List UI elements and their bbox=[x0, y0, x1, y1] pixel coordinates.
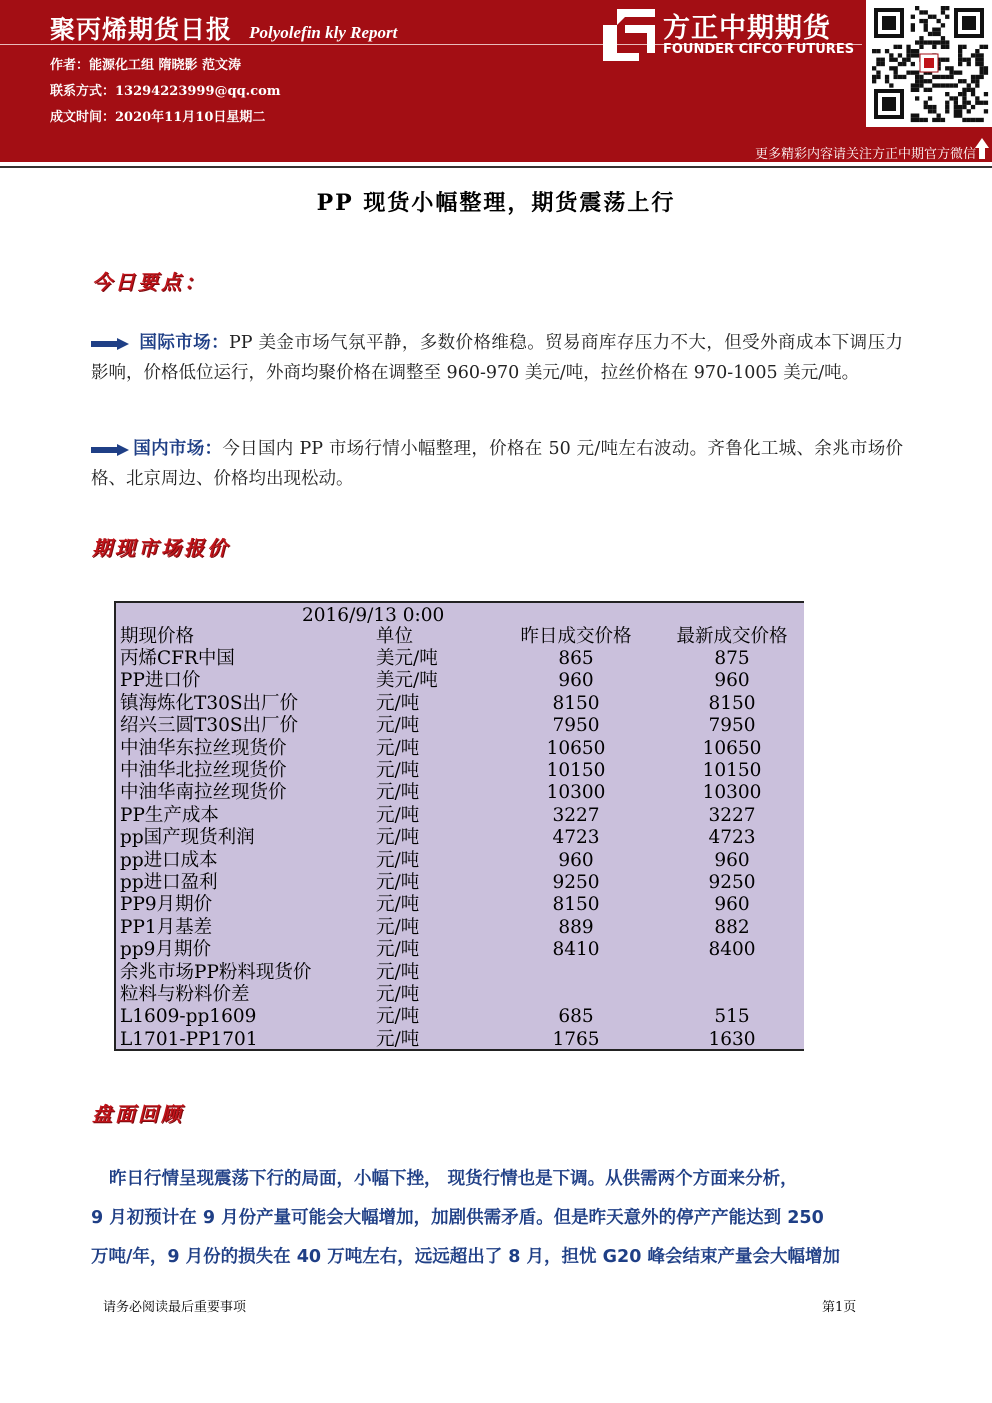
section-heading-key-points: 今日要点： bbox=[92, 270, 207, 294]
table-row bbox=[116, 760, 804, 782]
table-cell: 8410 bbox=[552, 939, 600, 961]
table-header-cell: 昨日成交价格 bbox=[520, 626, 632, 647]
table-cell: pp国产现货利润 bbox=[120, 827, 255, 849]
table-cell: 中油华东拉丝现货价 bbox=[120, 737, 287, 759]
table-header-cell: 期现价格 bbox=[120, 626, 195, 647]
table-cell: 8150 bbox=[552, 692, 600, 714]
key-point-label: 国际市场： bbox=[139, 333, 229, 353]
review-line: 昨日行情呈现震荡下行的局面，小幅下挫， 现货行情也是下调。从供需两个方面来分析， bbox=[109, 1169, 798, 1189]
table-cell: 元/吨 bbox=[376, 715, 420, 737]
table-header-cell: 单位 bbox=[376, 626, 414, 647]
document-title: PP 现货小幅整理，期货震荡上行 bbox=[316, 190, 676, 216]
author-line: 作者：能源化工组 隋晓影 范文涛 bbox=[50, 58, 242, 73]
table-cell: 3227 bbox=[708, 804, 756, 826]
table-row bbox=[116, 917, 804, 939]
table-row bbox=[116, 693, 804, 715]
table-cell: 元/吨 bbox=[376, 760, 420, 781]
date-line: 成文时间：2020年11月10日星期二 bbox=[50, 110, 266, 125]
table-row bbox=[116, 1006, 804, 1028]
table-cell: 10300 bbox=[546, 782, 606, 804]
arrow-bullet-icon bbox=[91, 338, 129, 350]
review-line: 万吨/年，9 月份的损失在 40 万吨左右，远远超出了 8 月，担忧 G20 峰会结束产量会大幅增加 bbox=[91, 1247, 840, 1267]
logo-mark-icon bbox=[603, 9, 655, 61]
table-cell: 9250 bbox=[552, 872, 600, 893]
table-row bbox=[116, 782, 804, 804]
table-cell: L1701-PP1701 bbox=[120, 1028, 258, 1050]
table-row bbox=[116, 939, 804, 961]
table-cell: 8150 bbox=[708, 692, 756, 714]
table-cell: 镇海炼化T30S出厂价 bbox=[120, 692, 299, 714]
table-cell: 元/吨 bbox=[376, 692, 420, 714]
table-cell: 元/吨 bbox=[376, 872, 420, 893]
table-row bbox=[116, 984, 804, 1006]
table-cell: L1609-pp1609 bbox=[120, 1006, 257, 1028]
table-cell: 960 bbox=[714, 894, 750, 916]
table-header-cell: 最新成交价格 bbox=[676, 626, 788, 647]
contact-line: 联系方式：13294223999@qq.com bbox=[50, 84, 281, 99]
table-cell: 8150 bbox=[552, 894, 600, 916]
table-cell: PP生产成本 bbox=[120, 804, 219, 826]
table-cell: 美元/吨 bbox=[376, 648, 438, 669]
table-cell: 875 bbox=[714, 648, 750, 669]
table-cell: 丙烯CFR中国 bbox=[120, 648, 235, 669]
table-cell: 882 bbox=[714, 916, 750, 938]
table-cell: PP1月基差 bbox=[120, 916, 213, 938]
table-row bbox=[116, 962, 804, 984]
table-cell: 元/吨 bbox=[376, 1028, 420, 1050]
table-cell: 10650 bbox=[546, 737, 606, 759]
key-point-label: 国内市场： bbox=[133, 439, 223, 459]
table-cell: 元/吨 bbox=[376, 782, 420, 804]
table-cell: 960 bbox=[558, 849, 594, 871]
key-point-text: PP 美金市场气氛平静，多数价格维稳。贸易商库存压力不大，但受外商成本下调压力影响，价格低位运行，外商均聚价格在调整至 960-970 美元/吨，拉丝价格在 970-1005 美元/吨。 bbox=[91, 333, 903, 383]
section-heading-review: 盘面回顾 bbox=[92, 1102, 184, 1126]
footer-page-number: 第1页 bbox=[822, 1300, 857, 1315]
table-cell: 9250 bbox=[708, 872, 756, 893]
table-cell: 1765 bbox=[552, 1028, 600, 1050]
table-cell: 515 bbox=[714, 1006, 750, 1028]
table-cell: 粒料与粉料价差 bbox=[120, 984, 250, 1005]
company-logo bbox=[603, 6, 861, 66]
follow-wechat-text: 更多精彩内容请关注方正中期官方微信 bbox=[754, 147, 976, 162]
logo-text-en: FOUNDER CIFCO FUTURES bbox=[663, 42, 855, 57]
table-cell: 元/吨 bbox=[376, 849, 420, 871]
table-cell: 4723 bbox=[708, 827, 756, 849]
table-cell: 元/吨 bbox=[376, 827, 420, 849]
table-cell: pp9月期价 bbox=[120, 939, 211, 961]
price-table bbox=[114, 601, 804, 1051]
wechat-qr-code bbox=[866, 0, 992, 127]
up-arrow-stem bbox=[979, 147, 985, 159]
table-cell: 元/吨 bbox=[376, 1006, 420, 1028]
table-cell: PP进口价 bbox=[120, 670, 201, 692]
table-cell: 美元/吨 bbox=[376, 670, 438, 692]
table-cell: 10650 bbox=[702, 737, 762, 759]
table-cell: 余兆市场PP粉料现货价 bbox=[120, 961, 312, 983]
table-cell: 10300 bbox=[702, 782, 762, 804]
footer-disclaimer: 请务必阅读最后重要事项 bbox=[103, 1300, 247, 1315]
table-cell: 8400 bbox=[708, 939, 756, 961]
table-cell: 元/吨 bbox=[376, 737, 420, 759]
section-heading-market-quotes: 期现市场报价 bbox=[92, 536, 230, 560]
table-cell: 865 bbox=[558, 648, 594, 669]
report-header-banner bbox=[0, 0, 992, 162]
logo-text-cn: 方正中期期货 bbox=[663, 13, 831, 44]
table-cell: PP9月期价 bbox=[120, 894, 213, 916]
table-cell: 10150 bbox=[546, 760, 606, 781]
table-cell: 4723 bbox=[552, 827, 600, 849]
table-cell: 元/吨 bbox=[376, 916, 420, 938]
table-row bbox=[116, 738, 804, 760]
table-cell: 元/吨 bbox=[376, 804, 420, 826]
table-row bbox=[116, 805, 804, 827]
table-header-row bbox=[116, 626, 804, 648]
review-paragraph bbox=[91, 1160, 905, 1277]
table-cell: pp进口盈利 bbox=[120, 872, 218, 893]
table-cell: 889 bbox=[558, 916, 594, 938]
review-line: 9 月初预计在 9 月份产量可能会大幅增加，加剧供需矛盾。但是昨天意外的停产产能达到 250 bbox=[91, 1208, 824, 1228]
table-row bbox=[116, 850, 804, 872]
qr-code-icon bbox=[866, 0, 992, 127]
table-cell: 7950 bbox=[708, 715, 756, 737]
table-cell: 元/吨 bbox=[376, 961, 420, 983]
table-cell: 元/吨 bbox=[376, 984, 420, 1005]
key-point-domestic bbox=[91, 434, 903, 494]
table-date: 2016/9/13 0:00 bbox=[302, 605, 445, 626]
table-cell: 元/吨 bbox=[376, 939, 420, 961]
table-row bbox=[116, 894, 804, 916]
table-cell: 3227 bbox=[552, 804, 600, 826]
table-cell: 10150 bbox=[702, 760, 762, 781]
table-row bbox=[116, 1029, 804, 1051]
arrow-bullet-icon bbox=[91, 444, 129, 456]
table-row bbox=[116, 715, 804, 737]
table-cell: 960 bbox=[714, 670, 750, 692]
report-title-row bbox=[50, 10, 397, 46]
table-row bbox=[116, 648, 804, 670]
table-cell: 960 bbox=[558, 670, 594, 692]
table-row bbox=[116, 670, 804, 692]
report-title-cn: 聚丙烯期货日报 bbox=[50, 15, 233, 44]
table-cell: 中油华南拉丝现货价 bbox=[120, 782, 287, 804]
table-row bbox=[116, 827, 804, 849]
table-cell: 中油华北拉丝现货价 bbox=[120, 760, 287, 781]
key-point-text: 今日国内 PP 市场行情小幅整理，价格在 50 元/吨左右波动。齐鲁化工城、余兆市场价格、北京周边、价格均出现松动。 bbox=[91, 439, 904, 489]
table-cell: 绍兴三圆T30S出厂价 bbox=[120, 715, 299, 737]
table-cell: 685 bbox=[558, 1006, 594, 1028]
table-cell: 1630 bbox=[708, 1028, 756, 1050]
table-row bbox=[116, 872, 804, 894]
header-bottom-rule bbox=[0, 166, 992, 168]
report-title-en: Polyolefin kly Report bbox=[249, 23, 398, 42]
table-cell: 元/吨 bbox=[376, 894, 420, 916]
table-cell: pp进口成本 bbox=[120, 849, 218, 871]
table-cell: 960 bbox=[714, 849, 750, 871]
table-cell: 7950 bbox=[552, 715, 600, 737]
key-point-international bbox=[91, 328, 903, 388]
